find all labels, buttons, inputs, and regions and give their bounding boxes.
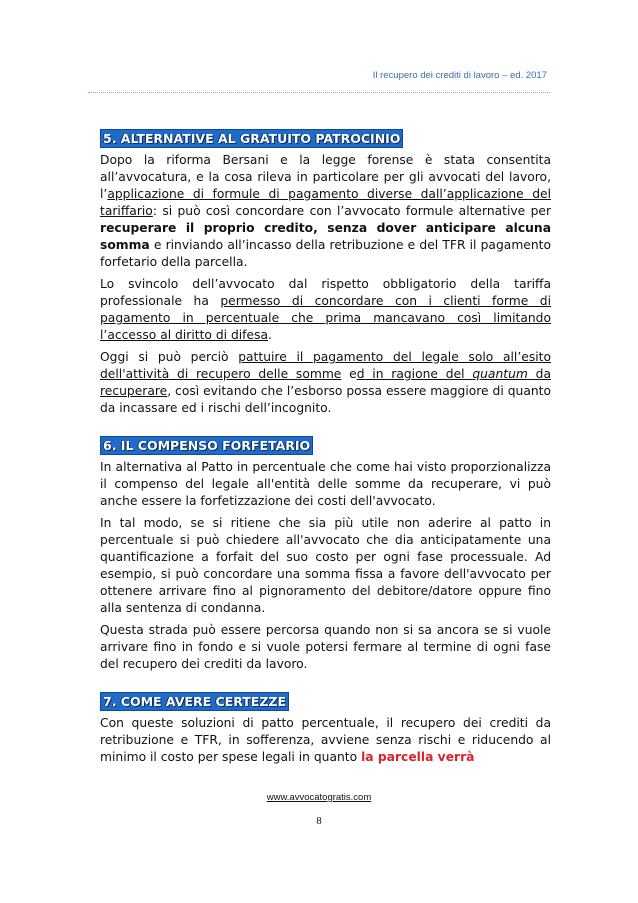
text: Lo svincolo dell’avvocato dal rispetto obbligatorio della tariffa professionale ha — [100, 277, 551, 308]
underlined-text: applicazione di formule di pagamento diverse dall’applicazione del tariffario — [100, 187, 551, 218]
highlighted-text: la parcella verrà — [361, 750, 475, 764]
text: . — [268, 328, 272, 342]
page-number: 8 — [316, 816, 322, 827]
section-heading: 7. COME AVERE CERTEZZE — [100, 692, 289, 711]
section-heading: 6. IL COMPENSO FORFETARIO — [100, 436, 313, 455]
text: Oggi si può perciò — [100, 350, 239, 364]
bold-text: recuperare il proprio credito, senza dover anticipare alcuna somma — [100, 221, 551, 252]
section-7 — [100, 691, 551, 766]
underlined-text: permesso di concordare con i clienti forme di pagamento in percentuale che prima mancavano così limitando l’accesso al diritto di difesa — [100, 294, 551, 342]
page-body — [100, 128, 551, 784]
text: Con queste soluzioni di patto percentuale, il recupero dei crediti da retribuzione e TFR, in sofferenza, avviene senza rischi e riducendo al minimo il costo per spese legali in quanto — [100, 716, 551, 764]
section-6 — [100, 435, 551, 673]
header-divider — [88, 92, 550, 93]
footer-link[interactable]: www.avvocatogratis.com — [266, 792, 372, 803]
underlined-text: pattuire il pagamento del legale solo all’esito dell'attività di recupero delle somme — [100, 350, 551, 381]
paragraph — [100, 152, 551, 271]
text: Dopo la riforma Bersani e la legge forense è stata consentita all’avvocatura, e la cosa rileva in particolare per gli avvocati del lavoro, l’ — [100, 153, 551, 201]
section-5 — [100, 128, 551, 417]
paragraph: Questa strada può essere percorsa quando non si sa ancora se si vuole arrivare fino in fondo e si vuole potersi fermare al termine di ogni fase del recupero dei crediti da lavoro. — [100, 623, 551, 671]
text: : si può così concordare con l’avvocato formule alternative per — [152, 204, 551, 218]
text: e rinviando all’incasso della retribuzione e del TFR il pagamento forfetario della parcella. — [100, 238, 551, 269]
underlined-text: d in ragione del — [356, 367, 473, 381]
text: , così evitando che l’esborso possa essere maggiore di quanto da incassare ed i rischi dell’incognito. — [100, 384, 551, 415]
underlined-text: da recuperare — [100, 367, 551, 398]
running-header: Il recupero dei crediti di lavoro – ed. 2017 — [372, 70, 547, 81]
paragraph — [100, 276, 551, 344]
section-heading: 5. ALTERNATIVE AL GRATUITO PATROCINIO — [100, 129, 403, 148]
paragraph — [100, 715, 551, 766]
paragraph: In alternativa al Patto in percentuale che come hai visto proporzionalizza il compenso del legale all'entità delle somme da recuperare, vi può anche essere la forfetizzazione dei costi dell'avvocato. — [100, 460, 551, 508]
paragraph — [100, 349, 551, 417]
italic-text: quantum — [472, 367, 528, 381]
text: e — [341, 367, 357, 381]
paragraph: In tal modo, se si ritiene che sia più utile non aderire al patto in percentuale si può chiedere all'avvocato che dia anticipatamente una quantificazione a forfait del suo costo per ogni fase processuale. Ad esempio, si può concordare una somma fissa a favore dell'avvocato per ottenere arrivare fino al pignoramento del debitore/datore oppure fino alla sentenza di condanna. — [100, 516, 551, 615]
